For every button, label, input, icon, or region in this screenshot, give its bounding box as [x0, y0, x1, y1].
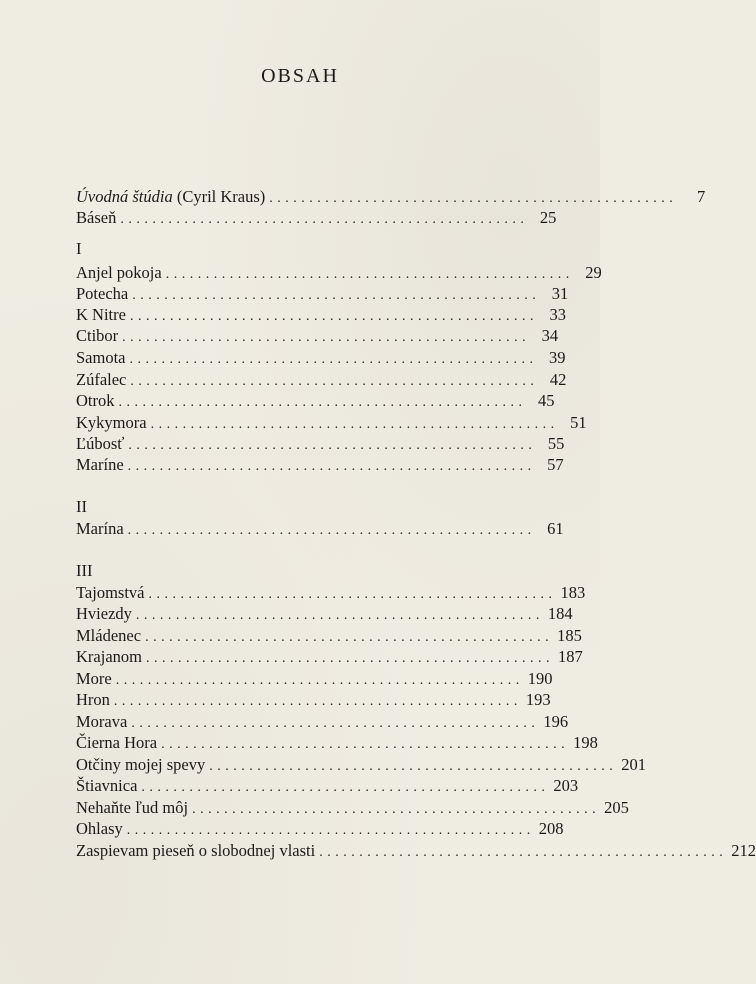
toc-entry-intro-study	[76, 186, 706, 208]
section-label-3: III	[76, 561, 93, 580]
toc-entry-page: 45	[538, 391, 555, 410]
toc-entry-title: Ohlasy	[76, 819, 123, 838]
toc-entry	[76, 325, 559, 347]
toc-entry-title: Otrok	[76, 391, 115, 410]
toc-entry-page: 39	[549, 348, 566, 367]
leader-dots: ...................................................	[128, 438, 537, 453]
section-label-2: II	[76, 497, 87, 516]
leader-dots: ...................................................	[127, 523, 536, 538]
toc-entry-title: Marína	[76, 519, 124, 538]
toc-entry-title: Mládenec	[76, 626, 142, 645]
toc-entry	[76, 603, 573, 625]
toc-entry-title: Potecha	[76, 284, 129, 303]
leader-dots: ...................................................	[129, 309, 538, 324]
toc-entry-page: 61	[547, 519, 564, 538]
toc-entry-title: Morava	[76, 712, 128, 731]
toc-entry	[76, 369, 567, 391]
toc-entry	[76, 207, 557, 229]
toc-entry-title: Anjel pokoja	[76, 263, 162, 282]
leader-dots: ...................................................	[269, 191, 678, 206]
leader-dots: ...................................................	[135, 608, 544, 623]
toc-entry	[76, 304, 566, 326]
toc-entry	[76, 711, 569, 733]
toc-entry-page: 55	[547, 434, 565, 453]
leader-dots: ...................................................	[319, 845, 728, 860]
toc-entry-title: Maríne	[76, 455, 124, 474]
toc-entry	[76, 818, 564, 840]
toc-entry	[76, 454, 564, 476]
leader-dots: ...................................................	[165, 267, 574, 282]
toc-entry-page: 208	[538, 819, 564, 838]
toc-entry	[76, 689, 551, 711]
leader-dots: ...................................................	[150, 417, 559, 432]
toc-entry-page: 57	[547, 455, 564, 474]
leader-dots: ...................................................	[130, 374, 539, 389]
toc-entry-title: Hron	[76, 690, 110, 709]
toc-entry-title: Ľúbosť	[76, 434, 125, 453]
toc-entry-title: K Nitre	[76, 305, 126, 324]
toc-entry-title: Čierna Hora	[76, 733, 158, 752]
toc-entry-page: 203	[553, 776, 579, 795]
toc-entry-page: 33	[549, 305, 566, 324]
toc-entry-page: 183	[560, 583, 586, 602]
toc-entry	[76, 668, 553, 690]
leader-dots: ...................................................	[126, 823, 535, 838]
toc-entry	[76, 262, 602, 284]
leader-dots: ...................................................	[141, 780, 550, 795]
toc-entry-page: 51	[570, 413, 587, 432]
toc-entry-page: 198	[573, 733, 598, 752]
toc-entry-title: More	[76, 669, 112, 688]
toc-entry-title: Nehaňte ľud môj	[76, 798, 189, 817]
toc-entry-page: 7	[697, 187, 706, 206]
toc-entry	[76, 390, 555, 412]
toc-entry	[76, 754, 646, 776]
toc-entry	[76, 732, 598, 754]
leader-dots: ...................................................	[161, 737, 570, 752]
leader-dots: ...................................................	[122, 330, 531, 345]
leader-dots: ...................................................	[115, 673, 524, 688]
toc-entry-page: 25	[539, 208, 557, 227]
toc-entry	[76, 646, 583, 668]
toc-entry-page: 205	[604, 798, 629, 817]
section-label-1: I	[76, 239, 82, 258]
toc-entry-page: 190	[527, 669, 553, 688]
toc-entry-page: 196	[543, 712, 569, 731]
toc-entry-page: 201	[621, 755, 646, 774]
toc-entry-title: Štiavnica	[76, 776, 138, 795]
toc-entry-page: 193	[525, 690, 551, 709]
toc-entry-page: 29	[585, 263, 602, 282]
toc-entry	[76, 840, 756, 862]
page-title: OBSAH	[261, 65, 339, 87]
leader-dots: ...................................................	[145, 630, 554, 645]
toc-entry-title: Kykymora	[76, 413, 147, 432]
leader-dots: ...................................................	[113, 694, 522, 709]
toc-entry-title: Samota	[76, 348, 126, 367]
toc-entry-page: 187	[557, 647, 583, 666]
toc-entry-page: 31	[551, 284, 569, 303]
leader-dots: ...................................................	[118, 395, 527, 410]
leader-dots: ...................................................	[127, 459, 536, 474]
toc-entry-page: 212	[731, 841, 756, 860]
toc-entry	[76, 797, 629, 819]
leader-dots: ...................................................	[120, 212, 529, 227]
toc-entry-page: 42	[549, 370, 567, 389]
leader-dots: ...................................................	[148, 587, 557, 602]
toc-entry-title: Tajomstvá	[76, 583, 145, 602]
leader-dots: ...................................................	[209, 759, 618, 774]
toc-entry-title: Otčiny mojej spevy	[76, 755, 206, 774]
leader-dots: ...................................................	[145, 651, 554, 666]
toc-entry-title: Ctibor	[76, 326, 119, 345]
toc-entry	[76, 412, 587, 434]
toc-entry	[76, 347, 566, 369]
leader-dots: ...................................................	[132, 288, 541, 303]
toc-entry-title: Hviezdy	[76, 604, 132, 623]
toc-entry-title: Zaspievam pieseň o slobodnej vlasti	[76, 841, 316, 860]
toc-entry-title: Úvodná štúdia (Cyril Kraus)	[76, 187, 266, 206]
toc-entry-title: Krajanom	[76, 647, 142, 666]
toc-entry-title: Báseň	[76, 208, 117, 227]
toc-entry-page: 184	[547, 604, 573, 623]
leader-dots: ...................................................	[129, 352, 538, 367]
toc-entry-title: Zúfalec	[76, 370, 127, 389]
toc-entry	[76, 433, 565, 455]
toc-entry-page: 185	[557, 626, 582, 645]
leader-dots: ...................................................	[192, 802, 601, 817]
toc-entry	[76, 625, 582, 647]
toc-entry	[76, 582, 586, 604]
leader-dots: ...................................................	[131, 716, 540, 731]
toc-entry	[76, 518, 564, 540]
toc-entry-page: 34	[541, 326, 559, 345]
toc-entry	[76, 283, 569, 305]
toc-entry	[76, 775, 579, 797]
